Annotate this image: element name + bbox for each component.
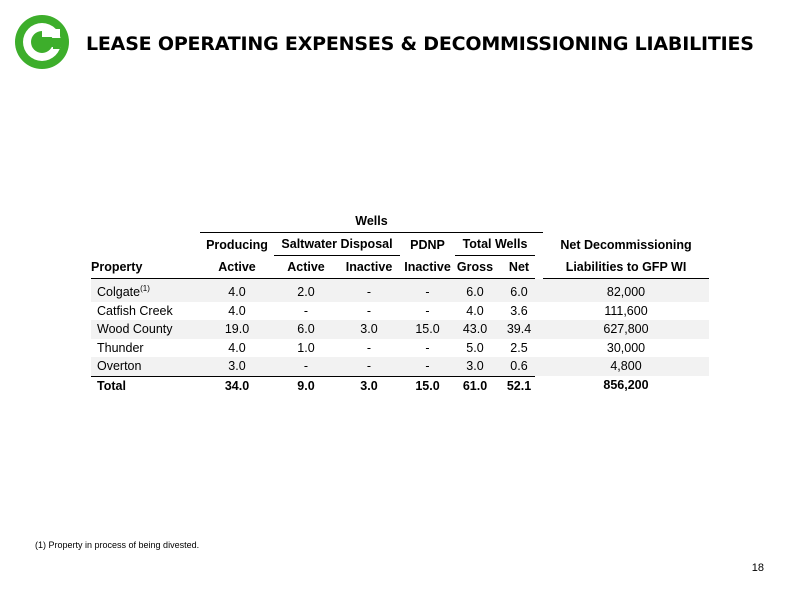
saltwater-inactive-header: Inactive <box>338 256 400 279</box>
net-cell: 3.6 <box>510 303 528 318</box>
gross-cell: 4.0 <box>466 303 484 318</box>
wells-group-header: Wells <box>200 210 543 233</box>
pdnp-inactive-cell: - <box>425 303 430 318</box>
table-row <box>91 279 709 302</box>
producing-active-cell: 4.0 <box>200 279 274 302</box>
producing-active-cell: 3.0 <box>200 357 274 376</box>
saltwater-active-cell: 6.0 <box>274 320 338 339</box>
liabilities-header: Liabilities to GFP WI <box>543 256 709 279</box>
total-wells-header: Total Wells <box>455 233 535 256</box>
table-row <box>91 320 709 339</box>
gross-cell: 5.0 <box>466 340 484 355</box>
total-gross: 61.0 <box>455 376 495 396</box>
total-net: 52.1 <box>503 376 535 396</box>
saltwater-inactive-cell: - <box>338 279 400 302</box>
pdnp-inactive-cell: 15.0 <box>400 320 455 339</box>
liabilities-cell: 111,600 <box>604 303 648 318</box>
table-row <box>91 357 709 376</box>
producing-header: Producing <box>206 237 268 252</box>
liabilities-cell: 30,000 <box>606 340 646 355</box>
saltwater-inactive-cell: - <box>366 303 372 318</box>
property-cell: Thunder <box>97 340 144 355</box>
net-cell: 0.6 <box>503 357 535 376</box>
table-row <box>91 302 709 321</box>
page-number: 18 <box>751 562 764 574</box>
gross-cell: 6.0 <box>455 279 495 302</box>
total-pdnp-inactive: 15.0 <box>400 376 455 396</box>
net-cell: 2.5 <box>510 340 528 355</box>
saltwater-active-header: Active <box>274 256 338 279</box>
net-cell: 6.0 <box>503 279 535 302</box>
wells-decommissioning-table <box>91 210 709 395</box>
liabilities-cell: 627,800 <box>543 320 709 339</box>
net-cell: 39.4 <box>503 320 535 339</box>
footnote: (1) Property in process of being divested. <box>35 540 200 550</box>
producing-active-cell: 4.0 <box>228 303 246 318</box>
total-saltwater-inactive: 3.0 <box>338 376 400 396</box>
saltwater-inactive-cell: - <box>366 340 372 355</box>
property-cell: Overton <box>91 357 200 376</box>
page-title: LEASE OPERATING EXPENSES & DECOMMISSIONING LIABILITIES <box>86 33 754 55</box>
saltwater-active-cell: - <box>303 303 309 318</box>
liabilities-cell: 82,000 <box>543 279 709 302</box>
gross-cell: 3.0 <box>455 357 495 376</box>
property-cell: Colgate$^{(1)}$ <box>91 279 200 302</box>
pdnp-inactive-header: Inactive <box>400 256 455 279</box>
saltwater-active-cell: 2.0 <box>274 279 338 302</box>
producing-active-cell: 4.0 <box>228 340 246 355</box>
property-cell: Wood County <box>91 320 200 339</box>
company-logo <box>14 14 70 70</box>
total-saltwater-active: 9.0 <box>274 376 338 396</box>
total-liabilities: 856,200 <box>603 378 649 392</box>
total-label: Total <box>91 376 200 396</box>
saltwater-inactive-cell: - <box>338 357 400 376</box>
property-column-header: Property <box>91 256 200 279</box>
gross-header: Gross <box>455 256 495 279</box>
net-header: Net <box>503 256 535 279</box>
pdnp-header: PDNP <box>410 237 445 252</box>
liabilities-cell: 4,800 <box>543 357 709 376</box>
pdnp-inactive-cell: - <box>400 279 455 302</box>
saltwater-active-cell: 1.0 <box>297 340 315 355</box>
table-row <box>91 339 709 358</box>
saltwater-disposal-header: Saltwater Disposal <box>274 233 400 256</box>
net-decommissioning-header: Net Decommissioning <box>560 237 692 252</box>
producing-active-header: Active <box>200 256 274 279</box>
property-cell: Catfish Creek <box>97 303 173 318</box>
saltwater-active-cell: - <box>274 357 338 376</box>
saltwater-inactive-cell: 3.0 <box>338 320 400 339</box>
total-row <box>91 376 709 396</box>
pdnp-inactive-cell: - <box>400 357 455 376</box>
total-producing-active: 34.0 <box>200 376 274 396</box>
pdnp-inactive-cell: - <box>425 340 430 355</box>
gross-cell: 43.0 <box>455 320 495 339</box>
producing-active-cell: 19.0 <box>200 320 274 339</box>
